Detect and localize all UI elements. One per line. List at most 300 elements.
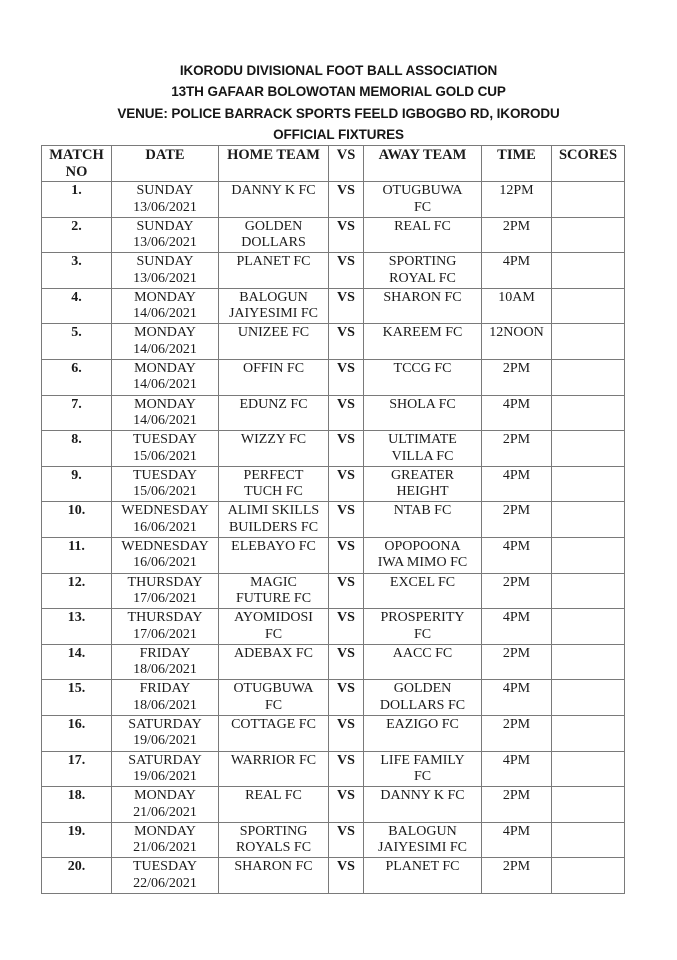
away-team-text: FC [413,626,432,642]
away-team-text: FC [413,199,432,215]
score-cell[interactable] [552,253,625,289]
away-team-text: BALOGUN [388,823,457,839]
column-header-scores [552,146,625,182]
match-date-text: 14/06/2021 [133,413,197,429]
vs-label [329,715,364,751]
vs-label-text: VS [337,396,355,412]
match-number-text: 5. [71,325,82,341]
away-team [364,822,482,858]
home-team-text: PERFECT [243,467,304,483]
match-date-text: SUNDAY [136,254,194,270]
vs-label [329,680,364,716]
home-team-text: ELEBAYO FC [231,538,316,554]
away-team-text: PROSPERITY [380,610,465,626]
match-date-text: 17/06/2021 [133,591,197,607]
table-row [42,787,625,823]
home-team [219,858,329,894]
column-header-text: DATE [145,147,185,163]
table-row [42,466,625,502]
away-team [364,217,482,253]
column-header-home-team [219,146,329,182]
away-team [364,395,482,431]
match-date [112,466,219,502]
kickoff-time [482,644,552,680]
match-number-text: 7. [71,396,82,412]
match-date [112,324,219,360]
table-row [42,217,625,253]
away-team [364,288,482,324]
kickoff-time-text: 2PM [502,432,531,448]
home-team-text: MAGIC [250,574,297,590]
column-header-text: VS [336,147,356,163]
away-team-text: REAL FC [394,218,451,234]
home-team [219,680,329,716]
kickoff-time-text: 4PM [502,538,531,554]
match-date-text: 13/06/2021 [133,199,197,215]
kickoff-time-text: 2PM [502,645,531,661]
away-team [364,182,482,218]
score-cell[interactable] [552,751,625,787]
home-team [219,537,329,573]
table-row [42,288,625,324]
match-date-text: 19/06/2021 [133,769,197,784]
table-header-row [42,146,625,182]
away-team-text: EXCEL FC [389,574,456,590]
home-team-text: BALOGUN [239,289,308,305]
table-row [42,822,625,858]
away-team-text: JAIYESIMI FC [377,840,468,856]
column-header-date [112,146,219,182]
match-number [42,609,112,645]
fixtures-title: OFFICIAL FIXTURES [273,127,404,142]
score-cell[interactable] [552,324,625,360]
match-number-text: 20. [67,859,86,875]
away-team [364,715,482,751]
kickoff-time [482,787,552,823]
match-number-text: 6. [71,360,82,376]
away-team-text: FC [413,769,432,784]
home-team-text: ALIMI SKILLS [227,503,320,519]
away-team-text: ULTIMATE [388,432,457,448]
vs-label [329,537,364,573]
match-date-text: 19/06/2021 [133,733,197,749]
match-number [42,573,112,609]
kickoff-time-text: 12PM [499,183,534,198]
vs-label-text: VS [337,432,355,448]
match-date-text: 16/06/2021 [133,519,197,535]
home-team-text: ROYALS FC [235,840,312,856]
home-team-text: OFFIN FC [242,360,305,376]
kickoff-time-text: 4PM [502,254,531,270]
match-date-text: 18/06/2021 [133,697,197,713]
column-header-text: AWAY TEAM [378,147,467,163]
vs-label [329,359,364,395]
match-number-text: 16. [67,716,86,732]
away-team [364,502,482,538]
away-team [364,858,482,894]
vs-label [329,288,364,324]
kickoff-time [482,253,552,289]
match-number [42,253,112,289]
kickoff-time-text: 2PM [502,788,531,804]
vs-label-text: VS [337,823,355,839]
table-row [42,502,625,538]
column-header-text: NO [65,163,88,180]
match-date [112,858,219,894]
away-team-text: VILLA FC [391,448,454,464]
kickoff-time [482,609,552,645]
match-date-text: 14/06/2021 [133,377,197,393]
match-number [42,680,112,716]
match-number-text: 11. [68,538,85,554]
kickoff-time [482,395,552,431]
vs-label [329,395,364,431]
tournament-title: 13TH GAFAAR BOLOWOTAN MEMORIAL GOLD CUP [171,84,506,99]
column-header-text: TIME [497,147,536,163]
away-team [364,359,482,395]
away-team [364,680,482,716]
match-number-text: 19. [67,823,86,839]
home-team-text: COTTAGE FC [231,716,316,732]
vs-label [329,751,364,787]
score-cell[interactable] [552,182,625,218]
away-team-text: OTUGBUWA [382,183,463,198]
match-number-text: 8. [71,432,82,448]
away-team-text: AACC FC [392,645,453,661]
fixtures-table [41,145,625,894]
score-cell[interactable] [552,431,625,467]
match-date-text: SUNDAY [136,218,194,234]
home-team-text: EDUNZ FC [239,396,308,412]
match-date-text: MONDAY [134,788,196,804]
match-number [42,822,112,858]
match-date-text: 15/06/2021 [133,448,197,464]
home-team-text: BUILDERS FC [228,519,319,535]
vs-label-text: VS [337,289,355,305]
match-number-text: 18. [67,788,86,804]
home-team-text: WARRIOR FC [230,752,317,768]
score-cell[interactable] [552,858,625,894]
kickoff-time [482,431,552,467]
match-number-text: 13. [67,610,86,626]
kickoff-time [482,502,552,538]
home-team-text: ADEBAX FC [234,645,313,661]
vs-label-text: VS [337,859,355,875]
vs-label [329,573,364,609]
kickoff-time [482,573,552,609]
home-team-text: DOLLARS [241,235,306,251]
match-number [42,502,112,538]
column-header-away-team [364,146,482,182]
kickoff-time-text: 4PM [502,823,531,839]
vs-label-text: VS [337,752,355,768]
match-date-text: TUESDAY [132,467,198,483]
kickoff-time [482,466,552,502]
vs-label [329,466,364,502]
home-team-text: UNIZEE FC [237,325,310,341]
kickoff-time [482,217,552,253]
home-team [219,395,329,431]
home-team [219,431,329,467]
vs-label-text: VS [337,467,355,483]
vs-label-text: VS [337,325,355,341]
away-team [364,253,482,289]
association-title: IKORODU DIVISIONAL FOOT BALL ASSOCIATION [179,63,498,78]
vs-label [329,253,364,289]
vs-label [329,217,364,253]
home-team-text: WIZZY FC [240,432,307,448]
table-row [42,858,625,894]
match-number [42,395,112,431]
home-team-text: GOLDEN [244,218,303,234]
match-date-text: 13/06/2021 [133,235,197,251]
match-date-text: WEDNESDAY [121,538,209,554]
match-date-text: FRIDAY [139,681,191,697]
kickoff-time [482,751,552,787]
home-team [219,502,329,538]
match-number-text: 17. [67,752,86,768]
score-cell[interactable] [552,680,625,716]
kickoff-time-text: 4PM [502,681,531,697]
away-team-text: PLANET FC [385,859,460,875]
kickoff-time-text: 2PM [502,503,531,519]
score-cell[interactable] [552,644,625,680]
away-team [364,324,482,360]
score-cell[interactable] [552,502,625,538]
away-team-text: IWA MIMO FC [377,555,468,571]
home-team-text: DANNY K FC [231,183,316,198]
home-team [219,787,329,823]
match-date-text: 21/06/2021 [133,804,197,820]
score-cell[interactable] [552,395,625,431]
kickoff-time [482,858,552,894]
kickoff-time-text: 4PM [502,396,531,412]
away-team-text: GREATER [391,467,454,483]
match-date-text: 18/06/2021 [133,662,197,678]
match-number [42,537,112,573]
away-team-text: SHOLA FC [389,396,456,412]
table-row [42,359,625,395]
table-row [42,680,625,716]
home-team [219,644,329,680]
home-team-text: TUCH FC [244,484,303,500]
kickoff-time-text: 12NOON [489,325,544,341]
away-team-text: HEIGHT [396,484,449,500]
kickoff-time [482,182,552,218]
score-cell[interactable] [552,787,625,823]
home-team [219,182,329,218]
away-team [364,787,482,823]
match-number-text: 10. [67,503,86,519]
table-row [42,253,625,289]
home-team [219,217,329,253]
home-team-text: FUTURE FC [235,591,312,607]
home-team [219,288,329,324]
score-cell[interactable] [552,715,625,751]
match-date-text: 14/06/2021 [133,306,197,322]
home-team-text: FC [264,626,283,642]
match-number [42,787,112,823]
match-date [112,253,219,289]
match-date-text: MONDAY [134,289,196,305]
away-team [364,573,482,609]
match-date-text: SATURDAY [128,716,202,732]
match-date [112,217,219,253]
match-number [42,324,112,360]
match-date [112,644,219,680]
home-team [219,359,329,395]
away-team-text: SHARON FC [383,289,462,305]
table-row [42,537,625,573]
kickoff-time-text: 2PM [502,360,531,376]
away-team [364,609,482,645]
match-date-text: MONDAY [134,823,196,839]
match-date-text: MONDAY [134,396,196,412]
score-cell[interactable] [552,822,625,858]
score-cell[interactable] [552,466,625,502]
vs-label-text: VS [337,716,355,732]
vs-label-text: VS [337,254,355,270]
kickoff-time [482,324,552,360]
away-team-text: GOLDEN [393,681,452,697]
table-row [42,182,625,218]
score-cell[interactable] [552,537,625,573]
kickoff-time-text: 2PM [502,859,531,875]
away-team [364,537,482,573]
match-number-text: 14. [67,645,86,661]
match-number [42,431,112,467]
match-number [42,715,112,751]
match-number-text: 12. [67,574,86,590]
away-team-text: ROYAL FC [389,270,456,286]
table-row [42,573,625,609]
home-team [219,466,329,502]
kickoff-time-text: 4PM [502,467,531,483]
away-team-text: DOLLARS FC [379,697,466,713]
match-date-text: THURSDAY [127,610,203,626]
match-date [112,787,219,823]
match-date [112,822,219,858]
match-date [112,431,219,467]
away-team-text: SPORTING [388,254,457,270]
match-number [42,288,112,324]
kickoff-time [482,288,552,324]
vs-label [329,609,364,645]
home-team-text: REAL FC [245,788,302,804]
match-date [112,680,219,716]
match-number [42,644,112,680]
fixtures-body [42,182,625,894]
table-row [42,644,625,680]
match-date [112,715,219,751]
away-team [364,466,482,502]
match-date [112,751,219,787]
home-team-text: FC [264,697,283,713]
match-number [42,359,112,395]
match-date [112,537,219,573]
score-cell[interactable] [552,359,625,395]
match-date-text: 17/06/2021 [133,626,197,642]
match-number-text: 4. [71,289,82,305]
away-team-text: NTAB FC [393,503,452,519]
score-cell[interactable] [552,573,625,609]
home-team-text: SPORTING [239,823,308,839]
away-team [364,431,482,467]
match-date-text: 13/06/2021 [133,270,197,286]
match-number [42,466,112,502]
venue-line: VENUE: POLICE BARRACK SPORTS FEELD IGBOGBO RD, IKORODU [117,106,560,121]
away-team-text: KAREEM FC [382,325,463,341]
match-date [112,288,219,324]
home-team-text: AYOMIDOSI [234,610,313,626]
match-number-text: 15. [67,681,86,697]
vs-label [329,787,364,823]
score-cell[interactable] [552,609,625,645]
match-number [42,217,112,253]
match-date-text: 15/06/2021 [133,484,197,500]
score-cell[interactable] [552,217,625,253]
match-date-text: TUESDAY [132,432,198,448]
match-date [112,182,219,218]
vs-label [329,822,364,858]
column-header-text: HOME TEAM [227,147,320,163]
kickoff-time [482,715,552,751]
column-header-match-no [42,146,112,182]
vs-label-text: VS [337,218,355,234]
column-header-text: MATCH [49,147,104,163]
kickoff-time [482,537,552,573]
column-header-vs [329,146,364,182]
away-team-text: TCCG FC [393,360,452,376]
away-team-text: EAZIGO FC [386,716,459,732]
column-header-time [482,146,552,182]
match-date [112,502,219,538]
home-team [219,715,329,751]
match-date-text: 16/06/2021 [133,555,197,571]
away-team-text: DANNY K FC [380,788,465,804]
kickoff-time [482,359,552,395]
away-team-text: OPOPOONA [384,538,461,554]
vs-label-text: VS [337,503,355,519]
match-date-text: TUESDAY [132,859,198,875]
home-team [219,822,329,858]
vs-label [329,182,364,218]
vs-label [329,502,364,538]
match-number-text: 9. [71,467,82,483]
score-cell[interactable] [552,288,625,324]
away-team-text: LIFE FAMILY [380,752,465,768]
kickoff-time-text: 2PM [502,574,531,590]
match-date [112,609,219,645]
match-date-text: MONDAY [134,360,196,376]
match-number [42,858,112,894]
vs-label-text: VS [337,574,355,590]
home-team-text: OTUGBUWA [233,681,314,697]
kickoff-time-text: 4PM [502,752,531,768]
table-row [42,751,625,787]
home-team-text: JAIYESIMI FC [228,306,319,322]
home-team-text: SHARON FC [234,859,313,875]
match-date-text: 22/06/2021 [133,875,197,891]
kickoff-time-text: 2PM [502,716,531,732]
home-team [219,253,329,289]
match-date-text: SATURDAY [128,752,202,768]
kickoff-time [482,822,552,858]
match-date [112,573,219,609]
match-date-text: 21/06/2021 [133,840,197,856]
home-team [219,751,329,787]
vs-label [329,858,364,894]
